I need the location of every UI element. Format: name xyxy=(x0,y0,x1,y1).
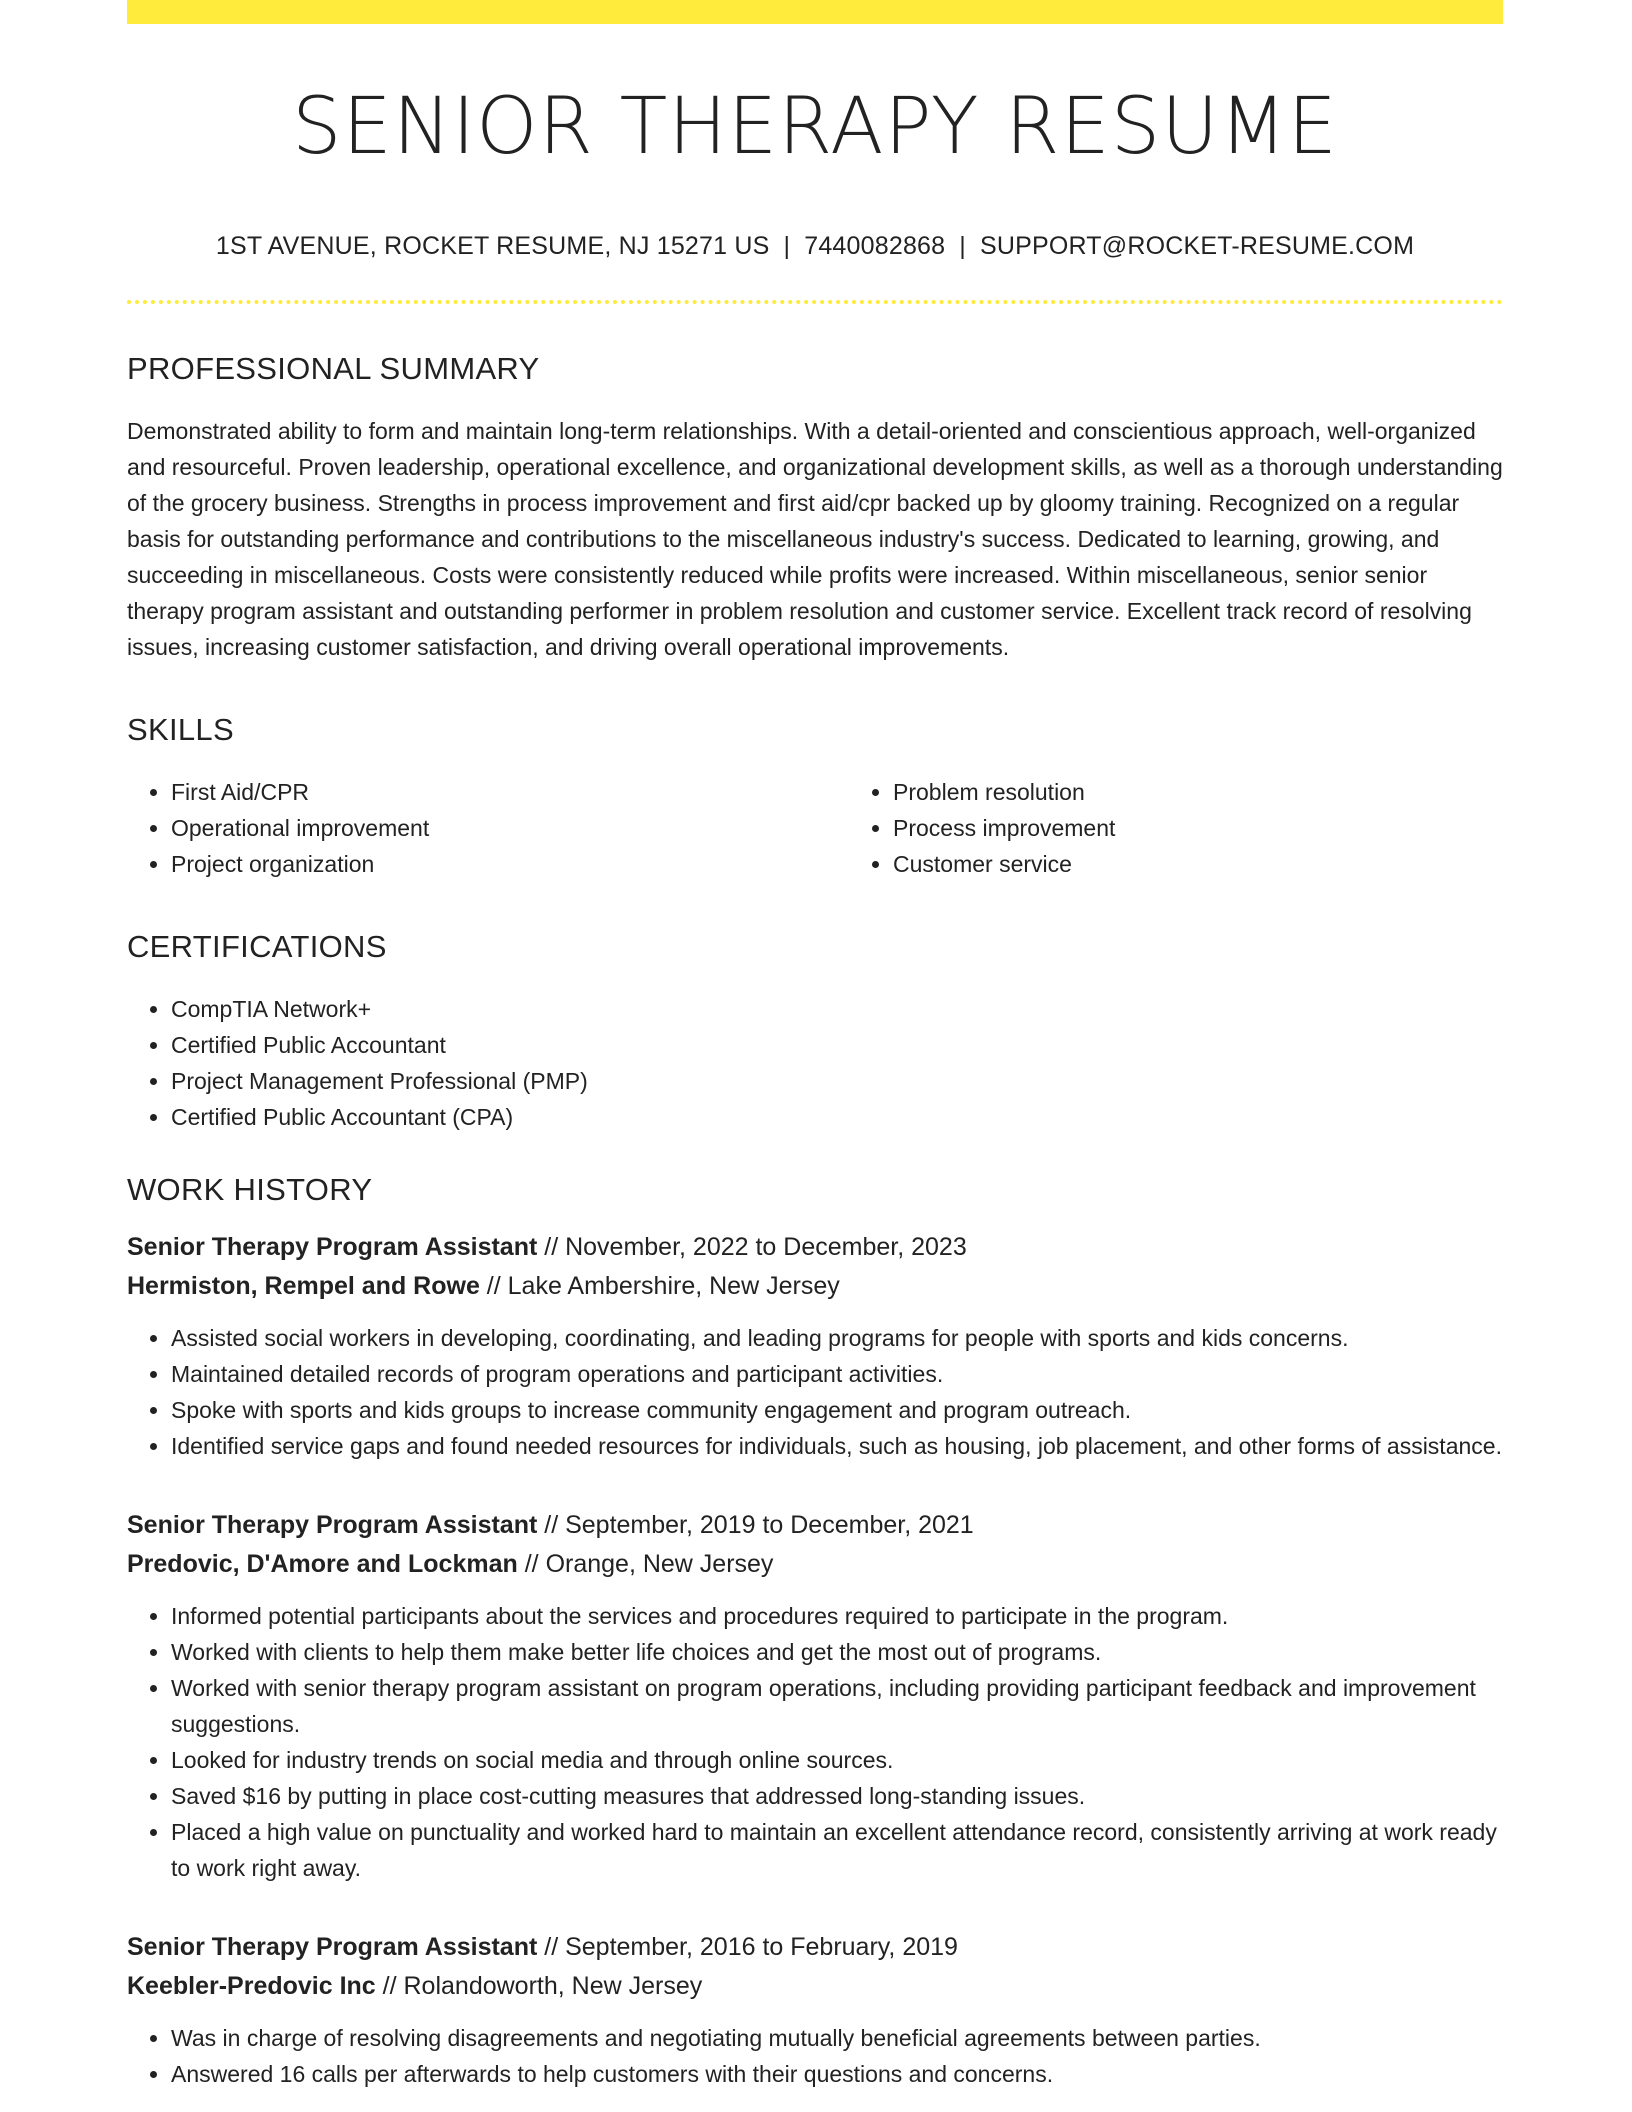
job-bullet: • Answered 16 calls per afterwards to help customers with their questions and concerns. xyxy=(171,2056,1503,2092)
certification-item: • CompTIA Network+ xyxy=(171,991,1503,1027)
section-title-summary: PROFESSIONAL SUMMARY xyxy=(127,350,540,386)
address-text: 1ST AVENUE, ROCKET RESUME, NJ 15271 US xyxy=(215,231,770,260)
job-company-line xyxy=(127,1967,1503,2006)
job-location: // Orange, New Jersey xyxy=(517,1550,774,1579)
job-bullet: • Placed a high value on punctuality and worked hard to maintain an excellent attendance record, consistently arriving at work ready to work right away. xyxy=(171,1814,1503,1886)
job-company-line xyxy=(127,1545,1503,1584)
accent-bar xyxy=(127,0,1503,24)
job-company: Keebler-Predovic Inc xyxy=(127,1972,376,2001)
job-dates: // September, 2016 to February, 2019 xyxy=(537,1933,958,1962)
job-title-line xyxy=(127,1506,1503,1545)
job-entry xyxy=(127,1228,1503,1464)
section-title-skills: SKILLS xyxy=(127,711,234,747)
job-bullets xyxy=(127,2020,1503,2092)
skills-list-right xyxy=(849,774,1571,882)
certification-item: • Certified Public Accountant xyxy=(171,1027,1503,1063)
job-company-line xyxy=(127,1267,1503,1306)
skill-item: • Process improvement xyxy=(893,810,1571,846)
summary-text: Demonstrated ability to form and maintain long-term relationships. With a detail-oriented and conscientious approach, well-organized and resourceful. Proven leadership, operational excellence, and organizational development skills, as well as a thorough understanding of the grocery business. Strengths in process improvement and first aid/cpr backed up by gloomy training. Recognized on a regular basis for outstanding performance and contributions to the miscellaneous industry's success. Dedicated to learning, growing, and succeeding in miscellaneous. Costs were consistently reduced while profits were increased. Within miscellaneous, senior senior therapy program assistant and outstanding performer in problem resolution and customer service. Excellent track record of resolving issues, increasing customer satisfaction, and driving overall operational improvements. xyxy=(127,417,1503,660)
job-bullets xyxy=(127,1598,1503,1886)
job-title-line xyxy=(127,1928,1503,1967)
job-bullet: • Was in charge of resolving disagreements and negotiating mutually beneficial agreements between parties. xyxy=(171,2020,1503,2056)
contact-line xyxy=(127,231,1503,261)
job-bullet: • Spoke with sports and kids groups to increase community engagement and program outreach. xyxy=(171,1392,1503,1428)
skills-list-left xyxy=(127,774,849,882)
skill-item: • Operational improvement xyxy=(171,810,849,846)
skill-item: • Project organization xyxy=(171,846,849,882)
job-bullet: • Maintained detailed records of program operations and participant activities. xyxy=(171,1356,1503,1392)
job-title: Senior Therapy Program Assistant xyxy=(127,1511,538,1540)
skill-item: • Problem resolution xyxy=(893,774,1571,810)
dotted-divider xyxy=(127,300,1503,304)
certification-item: • Project Management Professional (PMP) xyxy=(171,1063,1503,1099)
job-title-line xyxy=(127,1228,1503,1267)
certification-item: • Certified Public Accountant (CPA) xyxy=(171,1099,1503,1135)
phone-text: 7440082868 xyxy=(804,231,946,260)
job-bullets xyxy=(127,1320,1503,1464)
job-bullet: • Assisted social workers in developing, coordinating, and leading programs for people with sports and kids concerns. xyxy=(171,1320,1503,1356)
job-bullet: • Identified service gaps and found needed resources for individuals, such as housing, job placement, and other forms of assistance. xyxy=(171,1428,1503,1464)
job-title: Senior Therapy Program Assistant xyxy=(127,1933,538,1962)
separator: | xyxy=(783,231,791,260)
job-dates: // September, 2019 to December, 2021 xyxy=(537,1511,974,1540)
job-entry xyxy=(127,1506,1503,1886)
job-location: // Rolandoworth, New Jersey xyxy=(375,1972,703,2001)
job-title: Senior Therapy Program Assistant xyxy=(127,1233,538,1262)
job-dates: // November, 2022 to December, 2023 xyxy=(537,1233,967,1262)
section-title-certifications: CERTIFICATIONS xyxy=(127,929,387,965)
separator: | xyxy=(959,231,966,260)
certifications-list xyxy=(127,991,1503,1135)
skill-item: • Customer service xyxy=(893,846,1571,882)
page-title: SENIOR THERAPY RESUME xyxy=(292,82,1338,172)
job-bullet: • Informed potential participants about the services and procedures required to participate in the program. xyxy=(171,1598,1503,1634)
job-company: Predovic, D'Amore and Lockman xyxy=(127,1550,518,1579)
job-location: // Lake Ambershire, New Jersey xyxy=(479,1272,840,1301)
job-bullet: • Worked with senior therapy program assistant on program operations, including providing participant feedback and improvement suggestions. xyxy=(171,1670,1503,1742)
job-bullet: • Worked with clients to help them make better life choices and get the most out of programs. xyxy=(171,1634,1503,1670)
resume-page xyxy=(127,0,1503,2092)
job-bullet: • Saved $16 by putting in place cost-cutting measures that addressed long-standing issues. xyxy=(171,1778,1503,1814)
job-company: Hermiston, Rempel and Rowe xyxy=(127,1272,480,1301)
skill-item: • First Aid/CPR xyxy=(171,774,849,810)
skills-grid xyxy=(127,748,1503,882)
job-bullet: • Looked for industry trends on social media and through online sources. xyxy=(171,1742,1503,1778)
email-link[interactable]: SUPPORT@ROCKET-RESUME.COM xyxy=(979,231,1415,260)
job-entry xyxy=(127,1928,1503,2092)
section-title-work-history: WORK HISTORY xyxy=(127,1172,373,1208)
